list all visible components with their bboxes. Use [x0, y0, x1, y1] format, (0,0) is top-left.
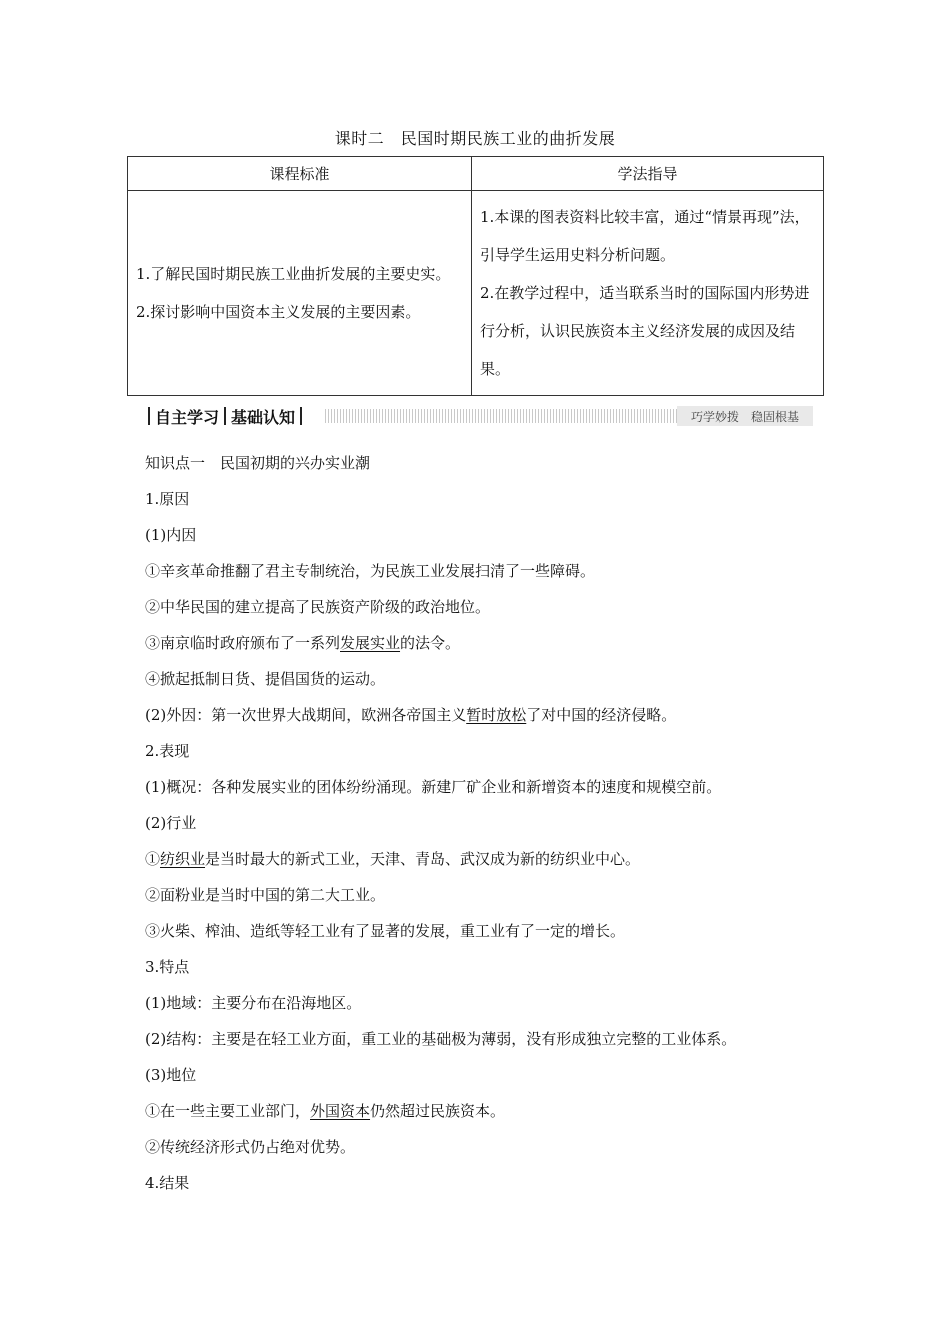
line-text: ③火柴、榨油、造纸等轻工业有了显著的发展，重工业有了一定的增长。: [145, 922, 626, 940]
standard-item: 1.了解民国时期民族工业曲折发展的主要史实。: [136, 265, 451, 283]
section-banner: [143, 404, 813, 428]
banner-left: [143, 404, 313, 428]
content-line: [145, 488, 825, 524]
underlined-keyword: 纺织业: [160, 850, 206, 868]
line-text: 1.原因: [145, 490, 190, 508]
content-line: [145, 992, 825, 1028]
banner-label-basic-knowledge: 基础认知: [231, 407, 296, 427]
header-curriculum-standard: 课程标准: [128, 157, 472, 191]
line-text: ③南京临时政府颁布了一系列: [145, 634, 341, 652]
content-line: [145, 740, 825, 776]
line-text: 了对中国的经济侵略。: [526, 706, 677, 724]
content-line: [145, 1100, 825, 1136]
content-line: [145, 884, 825, 920]
content-line: [145, 920, 825, 956]
content-line: [145, 848, 825, 884]
content-line: [145, 560, 825, 596]
line-text: (1)内因: [145, 526, 197, 544]
line-text: (3)地位: [145, 1066, 197, 1084]
study-guide-cell: [472, 191, 824, 396]
table-body-row: [128, 191, 824, 396]
line-text: 是当时最大的新式工业，天津、青岛、武汉成为新的纺织业中心。: [205, 850, 641, 868]
curriculum-standard-cell: [128, 191, 472, 396]
content-line: [145, 1028, 825, 1064]
guide-item: 1.本课的图表资料比较丰富，通过“情景再现”法，引导学生运用史料分析问题。: [480, 208, 810, 264]
banner-bar-icon: [148, 407, 150, 425]
content-line: [145, 1172, 825, 1208]
line-text: 2.表现: [145, 742, 190, 760]
content-line: [145, 812, 825, 848]
content-line: [145, 632, 825, 668]
knowledge-content: [145, 452, 825, 1208]
line-text: 3.特点: [145, 958, 190, 976]
content-line: [145, 1136, 825, 1172]
content-line: [145, 704, 825, 740]
banner-tag-1: 巧学妙拨: [690, 409, 739, 424]
banner-bar-icon: [224, 407, 226, 425]
line-text: ①辛亥革命推翻了君主专制统治，为民族工业发展扫清了一些障碍。: [145, 562, 596, 580]
line-text: ①在一些主要工业部门，: [145, 1102, 311, 1120]
guide-item: 2.在教学过程中，适当联系当时的国际国内形势进行分析，认识民族资本主义经济发展的成因及结果。: [480, 284, 810, 378]
content-line: [145, 524, 825, 560]
table-header-row: [128, 157, 824, 191]
line-text: ②传统经济形式仍占绝对优势。: [145, 1138, 356, 1156]
banner-right: [677, 406, 813, 426]
line-text: ④掀起抵制日货、提倡国货的运动。: [145, 670, 386, 688]
content-line: [145, 1064, 825, 1100]
standard-item: 2.探讨影响中国资本主义发展的主要因素。: [136, 303, 421, 321]
underlined-keyword: 外国资本: [310, 1102, 371, 1120]
line-text: (2)外因：第一次世界大战期间，欧洲各帝国主义: [145, 706, 467, 724]
line-text: 4.结果: [145, 1174, 190, 1192]
line-text: (1)地域：主要分布在沿海地区。: [145, 994, 362, 1012]
content-line: [145, 668, 825, 704]
curriculum-table: [127, 156, 824, 396]
content-line: [145, 452, 825, 488]
content-line: [145, 956, 825, 992]
line-text: 知识点一 民国初期的兴办实业潮: [145, 454, 371, 472]
banner-tag-2: 稳固根基: [750, 409, 799, 424]
underlined-keyword: 暂时放松: [466, 706, 527, 724]
content-line: [145, 596, 825, 632]
line-text: ②中华民国的建立提高了民族资产阶级的政治地位。: [145, 598, 491, 616]
page-title: 课时二 民国时期民族工业的曲折发展: [334, 129, 616, 148]
content-line: [145, 776, 825, 812]
banner-bar-icon: [300, 407, 302, 425]
line-text: (1)概况：各种发展实业的团体纷纷涌现。新建厂矿企业和新增资本的速度和规模空前。: [145, 778, 722, 796]
line-text: 的法令。: [400, 634, 461, 652]
underlined-keyword: 发展实业: [340, 634, 401, 652]
line-text: ②面粉业是当时中国的第二大工业。: [145, 886, 386, 904]
line-text: ①: [145, 850, 161, 868]
line-text: 仍然超过民族资本。: [370, 1102, 506, 1120]
line-text: (2)行业: [145, 814, 197, 832]
banner-label-self-study: 自主学习: [155, 407, 220, 427]
line-text: (2)结构：主要是在轻工业方面，重工业的基础极为薄弱，没有形成独立完整的工业体系。: [145, 1030, 737, 1048]
header-study-guide: 学法指导: [472, 157, 824, 191]
